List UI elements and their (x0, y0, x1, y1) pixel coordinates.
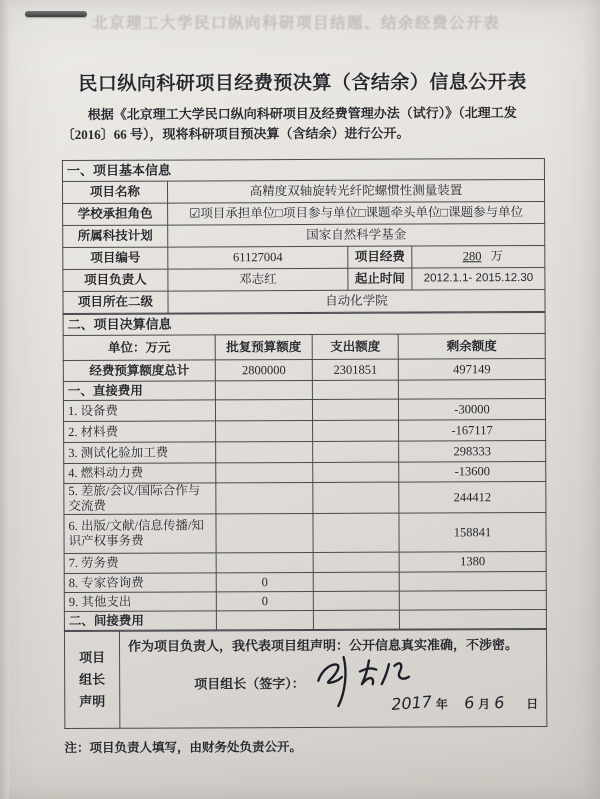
cell-spent: 2301851 (312, 359, 398, 380)
declaration-statement: 作为项目负责人，我代表项目组声明：公开信息真实准确，不涉密。 (127, 637, 519, 655)
bleed-through-header: 北京理工大学民口纵向科研项目结题、结余经费公开表 (92, 15, 501, 32)
year-unit: 年 (435, 697, 448, 712)
leader-label: 项目负责人 (63, 269, 168, 291)
table-row (63, 202, 545, 226)
table-row (63, 359, 545, 382)
cell-spent (313, 462, 399, 482)
budget-value-cell (412, 246, 545, 269)
cell-remaining (399, 572, 546, 592)
cell-approved (216, 553, 313, 573)
table-row (64, 630, 546, 729)
cell-remaining (399, 610, 546, 630)
table-row (63, 224, 545, 248)
table-row (64, 462, 546, 484)
month-unit: 月 (478, 697, 491, 712)
row-label: 8. 专家咨询费 (64, 573, 216, 593)
table-row (64, 513, 546, 554)
cell-spent (313, 552, 399, 572)
row-label: 3. 测试化验加工费 (64, 442, 216, 464)
cell-approved (216, 421, 313, 442)
cell-remaining (398, 380, 545, 400)
cell-spent (313, 420, 399, 441)
cell-remaining: -30000 (398, 399, 545, 421)
form-title: 民口纵向科研项目经费预决算（含结余）信息公开表 (78, 72, 527, 95)
cell-spent (313, 441, 399, 462)
cell-spent (313, 610, 399, 629)
cell-spent (313, 591, 399, 610)
project-number-value: 61127004 (168, 247, 348, 270)
cell-remaining: 497149 (398, 359, 545, 381)
leader-value: 邓志红 (168, 269, 348, 292)
table-row (64, 482, 546, 515)
dark-mark (25, 11, 87, 17)
plan-value: 国家自然科学基金 (168, 224, 545, 248)
project-number-label: 项目编号 (63, 247, 168, 269)
plan-label: 所属科技计划 (63, 225, 168, 247)
cell-approved (216, 514, 313, 553)
budget-amount: 280 (462, 249, 482, 264)
cell-remaining: 298333 (399, 441, 546, 463)
cell-approved: 2800000 (215, 360, 312, 381)
col-header-spent: 支出额度 (312, 334, 398, 359)
row-label: 7. 劳务费 (64, 553, 216, 574)
cell-remaining: -167117 (399, 420, 546, 442)
table-row (63, 399, 545, 422)
table-row (62, 159, 544, 182)
section1-heading: 一、项目基本信息 (62, 159, 544, 182)
cell-remaining: -13600 (399, 462, 546, 483)
table-row (64, 572, 546, 593)
project-name-label: 项目名称 (62, 181, 167, 203)
declaration-cell (119, 630, 546, 729)
date-month: 6 (463, 693, 475, 713)
date-day: 6 (493, 692, 505, 713)
row-label: 二、间接费用 (64, 611, 216, 631)
cell-approved (215, 400, 312, 421)
footnote: 注：项目负责人填写，由财务处负责公开。 (64, 740, 303, 756)
section2-heading: 二、项目决算信息 (63, 313, 545, 336)
table-row (64, 552, 546, 574)
table-header-row (63, 334, 545, 361)
cell-approved (216, 442, 313, 463)
row-label: 6. 出版/文献/信息传播/知识产权事务费 (64, 514, 216, 554)
table-row (63, 380, 545, 401)
duration-value: 2012.1.1- 2015.12.30 (412, 268, 545, 291)
table-row (64, 610, 546, 631)
cell-remaining (399, 591, 546, 611)
table-row (63, 246, 545, 270)
role-label: 学校承担角色 (63, 203, 168, 225)
form-content (62, 67, 547, 756)
cell-approved (216, 463, 313, 483)
day-unit: 日 (526, 697, 539, 712)
side-label-line: 项目 (79, 650, 106, 666)
table-row (64, 441, 546, 464)
side-label-line: 组长 (79, 672, 106, 688)
cell-approved (215, 381, 312, 400)
col-header-unit: 单位：万元 (63, 335, 215, 361)
duration-label: 起止时间 (348, 268, 412, 290)
side-label-line: 声明 (79, 694, 106, 710)
cell-approved (216, 483, 313, 514)
cell-remaining: 158841 (399, 513, 546, 553)
role-checkbox-row: ☑项目承担单位□项目参与单位□课题牵头单位□课题参与单位 (168, 202, 545, 226)
row-label: 经费预算额度总计 (63, 360, 215, 382)
cell-remaining: 244412 (399, 482, 546, 514)
basic-info-table (62, 158, 546, 314)
cell-approved: 0 (216, 573, 313, 592)
date-year: 2017 (390, 692, 433, 715)
paper-left-edge (0, 0, 9, 799)
intro-paragraph: 根据《北京理工大学民口纵向科研项目及经费管理办法（试行）》（北理工发〔2016〕66 号），现将科研项目预决算（含结余）进行公开。 (61, 105, 517, 143)
table-row (63, 290, 545, 314)
row-label: 一、直接费用 (63, 381, 215, 401)
budget-label: 项目经费 (348, 246, 412, 268)
table-row (64, 591, 546, 612)
cell-spent (313, 482, 399, 513)
cell-remaining: 1380 (399, 552, 546, 573)
dept-value: 自动化学院 (168, 290, 545, 314)
sign-label: 项目组长（签字）： (194, 676, 305, 692)
col-header-remaining: 剩余额度 (398, 334, 545, 360)
declaration-side-label (64, 632, 119, 729)
table-row (63, 268, 545, 292)
col-header-approved: 批复预算额度 (215, 335, 312, 360)
budget-unit: 万 (490, 249, 503, 264)
settlement-table (63, 312, 547, 631)
table-row (64, 420, 546, 443)
cell-spent (313, 572, 399, 591)
row-label: 4. 燃料动力费 (64, 463, 216, 484)
table-row (62, 180, 544, 204)
row-label: 5. 差旅/会议/国际合作与交流费 (64, 483, 216, 515)
table-row (63, 313, 545, 336)
handwritten-date (391, 693, 538, 713)
declaration-table (64, 629, 547, 729)
cell-spent (312, 380, 398, 399)
dept-label: 项目所在二级 (63, 291, 168, 313)
cell-approved: 0 (216, 592, 313, 611)
project-name-value: 高精度双轴旋转光纤陀螺惯性测量装置 (167, 180, 544, 204)
row-label: 2. 材料费 (64, 421, 216, 443)
cell-spent (313, 513, 399, 552)
cell-approved (216, 611, 313, 630)
row-label: 1. 设备费 (63, 400, 215, 422)
cell-spent (312, 399, 398, 420)
row-label: 9. 其他支出 (64, 592, 216, 612)
